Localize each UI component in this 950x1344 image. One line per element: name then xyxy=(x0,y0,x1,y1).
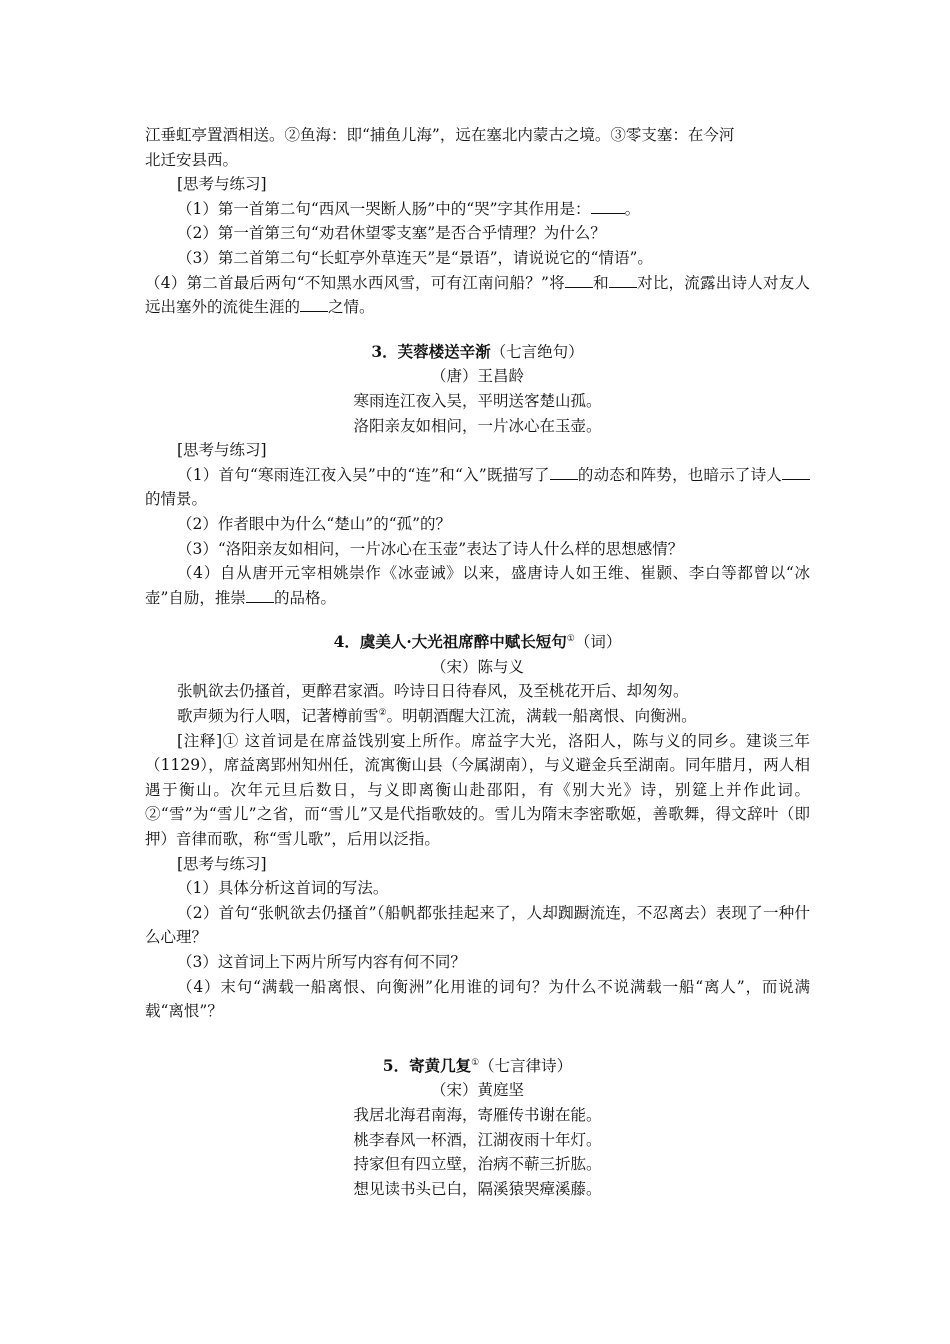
question-2-1: （1）第一首第二句“西风一哭断人肠”中的“哭”字其作用是： 。 xyxy=(177,199,641,218)
poem-author-3: （唐）王昌龄 xyxy=(430,367,524,386)
note-line-2: 北迁安县西。 xyxy=(145,150,239,169)
question-4-1: （1）具体分析这首词的写法。 xyxy=(177,879,389,898)
question-3-1: （1）首句“寒雨连江夜入吴”中的“连”和“入”既描写了 的动态和阵势，也暗示了诗人的情景。 xyxy=(145,463,810,512)
note-line-1: 江垂虹亭置酒相送。②鱼海：即“捕鱼儿海”，远在塞北内蒙古之境。③零支塞：在今河 xyxy=(145,126,735,144)
poem-line: 我居北海君南海，寄雁传书谢在能。 xyxy=(353,1105,602,1124)
question-4-2: （2）首句“张帆欲去仍搔首”（船帆都张挂起来了，人却踟蹰流连，不忍离去）表现了一种什么心理？ xyxy=(145,903,810,947)
question-3-3: （3）“洛阳亲友如相问，一片冰心在玉壶”表达了诗人什么样的思想感情？ xyxy=(177,539,684,558)
answer-blank xyxy=(782,464,810,480)
poem-author-4: （宋）陈与义 xyxy=(430,657,524,676)
poem-title-4: 4．虞美人·大光祖席醉中赋长短句①（词） xyxy=(333,632,622,652)
poem-title-5: 5．寄黄几复①（七言律诗） xyxy=(382,1055,573,1075)
question-4-4: （4）末句“满载一船离恨、向衡洲”化用谁的词句？为什么不说满载一船“离人”，而说满载“离恨”？ xyxy=(145,977,810,1021)
answer-blank xyxy=(550,464,578,480)
question-3-4: （4）自从唐开元宰相姚崇作《冰壶诫》以来，盛唐诗人如王维、崔颢、李白等都曾以“冰壶”自励，推崇 的品格。 xyxy=(145,564,810,607)
ci-line-2: 歌声频为行人咽，记著樽前雪②。明朝酒醒大江流，满载一船离恨、向衡洲。 xyxy=(177,707,697,726)
document-page xyxy=(145,123,810,1201)
answer-blank xyxy=(565,272,593,288)
answer-blank xyxy=(300,296,328,312)
annotation: [注释]① 这首词是在席益饯别宴上所作。席益字大光，洛阳人，陈与义的同乡。建谈三年（1129），席益离郢州知州任，流寓衡山县（今属湖南），与义避金兵至湖南。同年腊月，两人相遇于衡山。次年元旦后数日，与义即离衡山赴邵阳，有《别大光》诗，别筵上并作此词。②“雪”为“雪儿”之省，而“雪儿”又是代指歌妓的。雪儿为隋末李密歌姬，善歌舞，得文辞叶（即押）音律而歌，称“雪儿歌”，后用以泛指。 xyxy=(145,731,810,849)
practice-heading: [思考与练习] xyxy=(177,441,267,460)
poem-line: 桃李春风一杯酒，江湖夜雨十年灯。 xyxy=(353,1130,602,1149)
poem-line: 持家但有四立壁，治病不蕲三折肱。 xyxy=(353,1155,602,1174)
question-4-3: （3）这首词上下两片所写内容有何不同？ xyxy=(177,953,466,971)
question-3-2: （2）作者眼中为什么“楚山”的“孤”的？ xyxy=(177,514,452,533)
answer-blank xyxy=(609,272,637,288)
poem-line: 洛阳亲友如相问，一片冰心在玉壶。 xyxy=(353,416,602,435)
poem-line: 想见读书头已白，隔溪猿哭瘴溪藤。 xyxy=(353,1179,602,1198)
practice-heading: [思考与练习] xyxy=(177,175,267,194)
question-2-2: （2）第一首第三句“劝君休望零支塞”是否合乎情理？为什么？ xyxy=(177,224,606,243)
poem-title-3: 3．芙蓉楼送辛渐（七言绝句） xyxy=(371,341,584,361)
question-2-3: （3）第二首第二句“长虹亭外草连天”是“景语”，请说说它的“情语”。 xyxy=(177,248,653,267)
ci-line-1: 张帆欲去仍搔首，更醉君家酒。吟诗日日待春风，及至桃花开后、却匆匆。 xyxy=(177,682,689,701)
practice-heading: [思考与练习] xyxy=(177,854,267,873)
question-2-4: （4）第二首最后两句“不知黑水西风雪，可有江南问船？”将 和 对比，流露出诗人对友人远出塞外的流徙生涯的 之情。 xyxy=(145,273,810,317)
poem-line: 寒雨连江夜入吴，平明送客楚山孤。 xyxy=(353,391,602,410)
answer-blank xyxy=(591,198,625,214)
poem-author-5: （宋）黄庭坚 xyxy=(430,1081,524,1100)
answer-blank xyxy=(246,587,274,603)
